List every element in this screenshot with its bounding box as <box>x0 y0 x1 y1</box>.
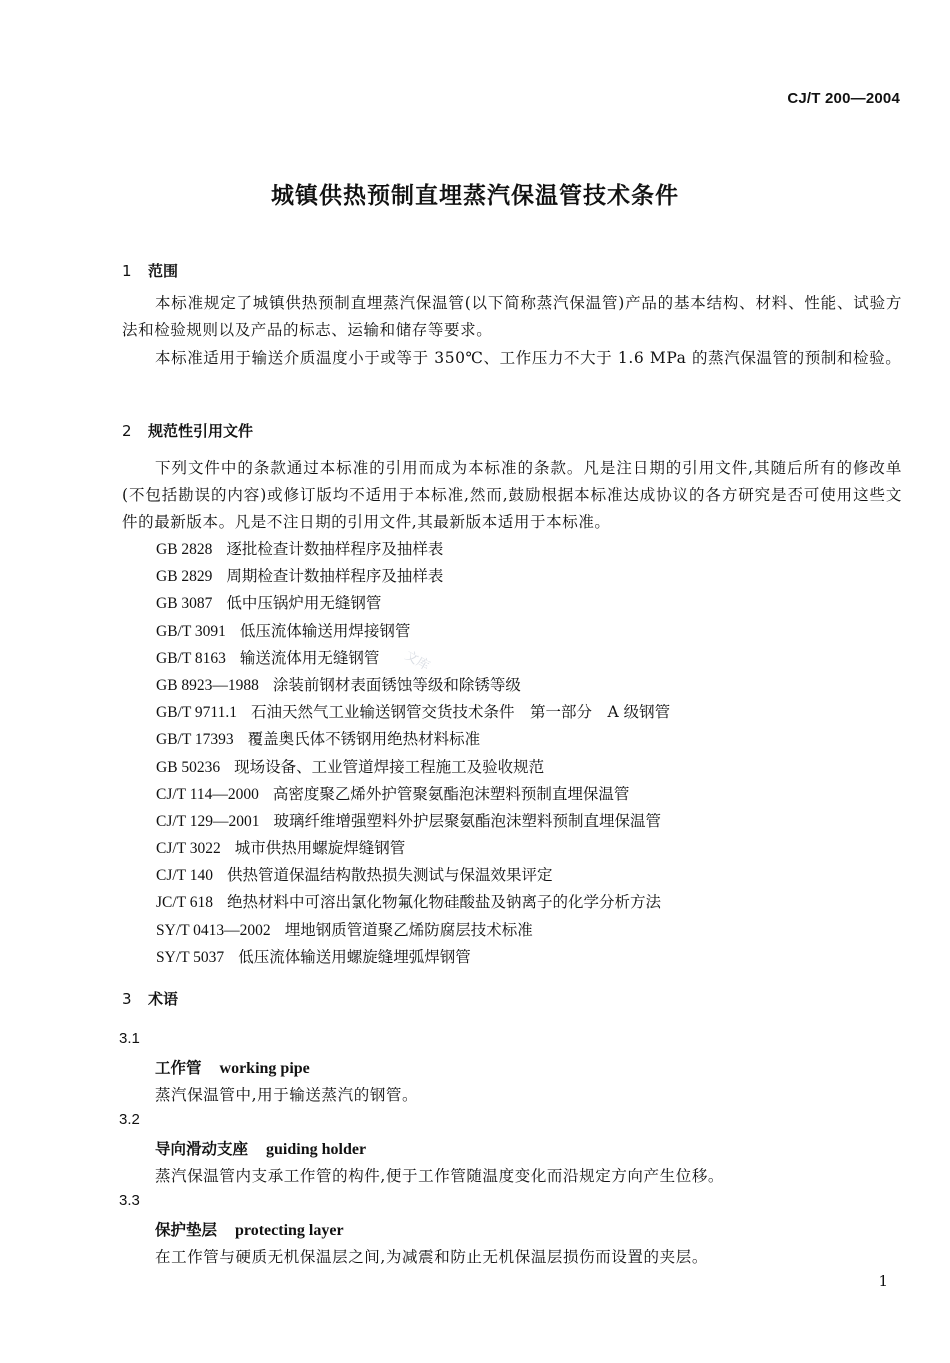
reference-code: GB/T 8163 <box>156 649 226 667</box>
reference-item <box>156 618 670 645</box>
reference-item <box>156 754 670 781</box>
term-number: 3.3 <box>119 1192 140 1209</box>
reference-item <box>156 590 670 617</box>
reference-title: 输送流体用无缝钢管 <box>239 648 380 667</box>
term-number: 3.1 <box>119 1030 140 1047</box>
reference-code: SY/T 0413—2002 <box>156 921 271 939</box>
reference-item <box>156 536 670 563</box>
reference-title: 低压流体输送用螺旋缝埋弧焊钢管 <box>238 947 471 966</box>
term-name-en: guiding holder <box>266 1141 367 1158</box>
section-number: 3 <box>122 990 132 1008</box>
section-3-heading <box>122 988 178 1009</box>
section-1-paragraph-2: 本标准适用于输送介质温度小于或等于 350℃、工作压力不大于 1.6 MPa 的蒸汽保温管的预制和检验。 <box>155 349 902 367</box>
reference-code: GB 3087 <box>156 595 213 613</box>
reference-item <box>156 917 670 944</box>
reference-item <box>156 889 670 916</box>
term-heading <box>155 1137 366 1159</box>
reference-item <box>156 781 670 808</box>
reference-code: CJ/T 3022 <box>156 840 221 858</box>
term-name-en: working pipe <box>219 1060 310 1077</box>
reference-item <box>156 699 670 726</box>
section-2-heading <box>122 420 253 441</box>
reference-title: 城市供热用螺旋焊缝钢管 <box>234 839 406 858</box>
section-1-paragraph-1: 本标准规定了城镇供热预制直埋蒸汽保温管(以下简称蒸汽保温管)产品的基本结构、材料、性能、试验方法和检验规则以及产品的标志、运输和储存等要求。 <box>122 294 902 339</box>
term-name-en: protecting layer <box>235 1222 344 1239</box>
reference-title: 玻璃纤维增强塑料外护层聚氨酯泡沫塑料预制直埋保温管 <box>273 811 662 830</box>
section-number: 1 <box>122 262 132 280</box>
reference-code: GB 2828 <box>156 541 213 558</box>
reference-code: GB/T 3091 <box>156 622 226 640</box>
normative-reference-list <box>156 536 670 971</box>
term-name-zh: 保护垫层 <box>155 1221 218 1239</box>
reference-code: GB/T 17393 <box>156 731 234 749</box>
reference-item <box>156 835 670 862</box>
term-name-zh: 导向滑动支座 <box>155 1140 249 1158</box>
reference-title: 埋地钢质管道聚乙烯防腐层技术标准 <box>284 920 533 939</box>
section-title: 范围 <box>148 262 179 280</box>
term-number: 3.2 <box>119 1111 140 1128</box>
reference-title: 逐批检查计数抽样程序及抽样表 <box>226 540 444 558</box>
section-title: 规范性引用文件 <box>148 422 254 440</box>
reference-code: SY/T 5037 <box>156 948 225 966</box>
reference-title: 供热管道保温结构散热损失测试与保温效果评定 <box>227 866 553 885</box>
reference-item <box>156 563 670 590</box>
reference-code: CJ/T 129—2001 <box>156 812 260 830</box>
section-1-heading <box>122 260 178 281</box>
reference-title: 覆盖奥氏体不锈钢用绝热材料标准 <box>247 730 481 749</box>
section-2-intro: 下列文件中的条款通过本标准的引用而成为本标准的条款。凡是注日期的引用文件,其随后所有的修改单(不包括勘误的内容)或修订版均不适用于本标准,然而,鼓励根据本标准达成协议的各方研究是否可使用这些文件的最新版本。凡是不注日期的引用文件,其最新版本适用于本标准。 <box>122 459 902 531</box>
reference-item <box>156 862 670 889</box>
reference-item <box>156 944 670 971</box>
reference-code: CJ/T 140 <box>156 867 213 885</box>
reference-item <box>156 672 670 699</box>
term-heading <box>155 1056 310 1078</box>
standard-code: CJ/T 200—2004 <box>787 90 900 107</box>
document-title: 城镇供热预制直埋蒸汽保温管技术条件 <box>271 183 679 209</box>
reference-title: 绝热材料中可溶出氯化物氟化物硅酸盐及钠离子的化学分析方法 <box>227 893 662 912</box>
page-number: 1 <box>878 1272 888 1290</box>
reference-title: 涂装前钢材表面锈蚀等级和除锈等级 <box>272 675 521 694</box>
reference-title: 高密度聚乙烯外护管聚氨酯泡沫塑料预制直埋保温管 <box>272 784 630 803</box>
reference-code: GB 50236 <box>156 758 221 776</box>
reference-item <box>156 726 670 753</box>
reference-code: GB/T 9711.1 <box>156 704 237 722</box>
term-definition: 蒸汽保温管中,用于输送蒸汽的钢管。 <box>155 1086 419 1104</box>
term-definition: 蒸汽保温管内支承工作管的构件,便于工作管随温度变化而沿规定方向产生位移。 <box>155 1167 725 1185</box>
reference-code: GB 8923—1988 <box>156 676 259 694</box>
reference-title: 低压流体输送用焊接钢管 <box>239 621 411 640</box>
reference-title: 现场设备、工业管道焊接工程施工及验收规范 <box>234 757 545 776</box>
section-number: 2 <box>122 422 132 440</box>
reference-code: CJ/T 114—2000 <box>156 785 259 803</box>
reference-title: 低中压锅炉用无缝钢管 <box>226 594 382 613</box>
section-title: 术语 <box>148 990 179 1008</box>
term-name-zh: 工作管 <box>155 1059 202 1077</box>
reference-code: GB 2829 <box>156 568 213 586</box>
watermark: 文库 <box>401 648 433 675</box>
term-definition: 在工作管与硬质无机保温层之间,为减震和防止无机保温层损伤而设置的夹层。 <box>155 1248 708 1266</box>
reference-title: 周期检查计数抽样程序及抽样表 <box>226 567 444 586</box>
term-heading <box>155 1218 344 1240</box>
reference-item <box>156 808 670 835</box>
reference-code: JC/T 618 <box>156 894 213 912</box>
reference-title: 石油天然气工业输送钢管交货技术条件 第一部分 A 级钢管 <box>250 703 671 722</box>
